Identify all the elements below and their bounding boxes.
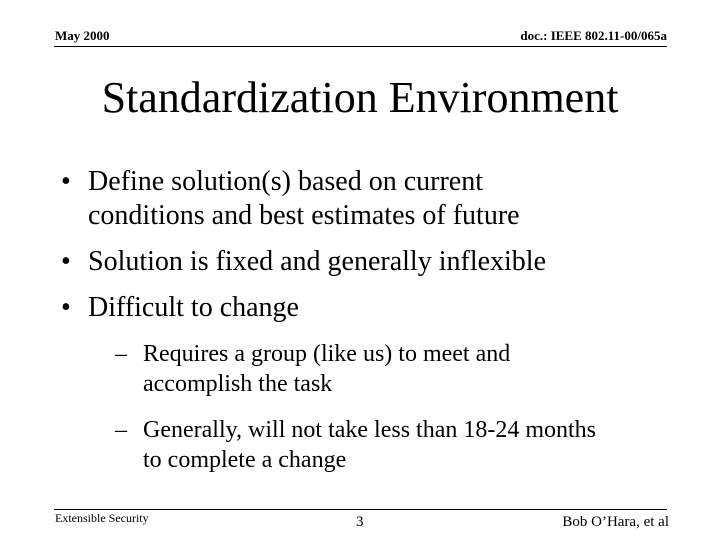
subbullet-text-line: Requires a group (like us) to meet and	[143, 341, 511, 367]
footer-topic: Extensible Security	[55, 511, 149, 525]
bullet-item	[58, 165, 678, 233]
subbullet-marker: –	[115, 341, 127, 367]
subbullet-list	[115, 339, 695, 491]
subbullet-text-line: to complete a change	[143, 447, 347, 473]
bullet-marker: •	[61, 292, 71, 323]
bullet-text-line: Difficult to change	[88, 292, 299, 323]
subbullet-item	[115, 415, 695, 475]
header-date: May 2000	[55, 28, 110, 43]
bullet-text-line: Solution is fixed and generally inflexible	[88, 246, 547, 277]
bullet-text-line: Define solution(s) based on current	[88, 166, 483, 197]
subbullet-text-line: Generally, will not take less than 18-24 months	[143, 417, 597, 443]
bullet-item	[58, 291, 678, 325]
bullet-list	[58, 165, 678, 337]
subbullet-item	[115, 339, 695, 399]
subbullet-text-line: accomplish the task	[143, 371, 333, 397]
header-divider	[54, 46, 667, 47]
bullet-text-line: conditions and best estimates of future	[88, 200, 520, 231]
footer-divider	[54, 509, 667, 510]
footer-author: Bob O’Hara, et al	[562, 514, 669, 530]
subbullet-marker: –	[115, 417, 127, 443]
bullet-marker: •	[61, 166, 71, 197]
header-doc-id: doc.: IEEE 802.11-00/065a	[520, 28, 667, 43]
bullet-item	[58, 245, 678, 279]
slide-title: Standardization Environment	[101, 73, 619, 122]
page-number: 3	[356, 514, 364, 530]
bullet-marker: •	[61, 246, 71, 277]
